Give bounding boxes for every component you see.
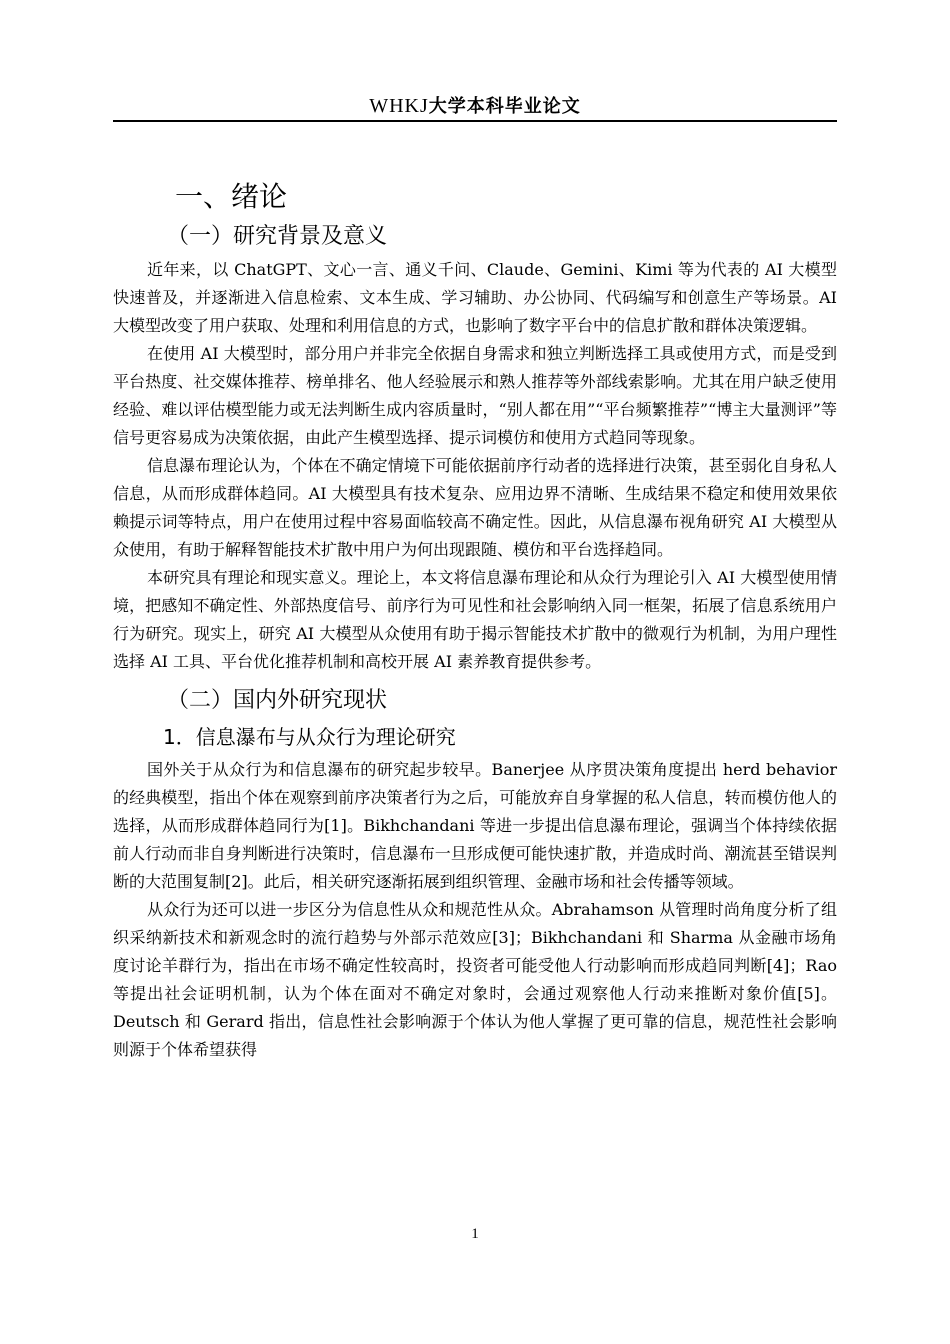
paragraph: 国外关于从众行为和信息瀑布的研究起步较早。Banerjee 从序贯决策角度提出 herd behavior 的经典模型，指出个体在观察到前序决策者行为之后，可能放弃自身掌握的私人信息，转而模仿他人的选择，从而形成群体趋同行为[1]。Bikhchandani 等进一步提出信息瀑布理论，强调当个体持续依据前人行动而非自身判断进行决策时，信息瀑布一旦形成便可能快速扩散，并造成时尚、潮流甚至错误判断的大范围复制[2]。此后，相关研究逐渐拓展到组织管理、金融市场和社会传播等领域。 [113, 760, 837, 891]
page-number: 1 [471, 1226, 479, 1242]
header-title: 大学本科毕业论文 [428, 96, 581, 117]
paragraph: 本研究具有理论和现实意义。理论上，本文将信息瀑布理论和从众行为理论引入 AI 大模型使用情境，把感知不确定性、外部热度信号、前序行为可见性和社会影响纳入同一框架，拓展了信息系统用户行为研究。现实上，研究 AI 大模型从众使用有助于揭示智能技术扩散中的微观行为机制，为用户理性选择 AI 工具、平台优化推荐机制和高校开展 AI 素养教育提供参考。 [113, 568, 837, 671]
page-header [113, 92, 837, 121]
section-title-research-status: （二）国内外研究现状 [167, 688, 388, 713]
header-rule [113, 120, 837, 122]
paragraph: 在使用 AI 大模型时，部分用户并非完全依据自身需求和独立判断选择工具或使用方式，而是受到平台热度、社交媒体推荐、榜单排名、他人经验展示和熟人推荐等外部线索影响。尤其在用户缺乏使用经验、难以评估模型能力或无法判断生成内容质量时，“别人都在用”“平台频繁推荐”“博主大量测评”等信号更容易成为决策依据，由此产生模型选择、提示词模仿和使用方式趋同等现象。 [113, 344, 837, 447]
paragraph: 近年来，以 ChatGPT、文心一言、通义千问、Claude、Gemini、Kimi 等为代表的 AI 大模型快速普及，并逐渐进入信息检索、文本生成、学习辅助、办公协同、代码编写和创意生产等场景。AI 大模型改变了用户获取、处理和利用信息的方式，也影响了数字平台中的信息扩散和群体决策逻辑。 [113, 260, 837, 335]
subsection-title: 1．信息瀑布与从众行为理论研究 [163, 725, 456, 749]
section-title-background: （一）研究背景及意义 [167, 224, 388, 249]
header-school: WHKJ [369, 95, 429, 117]
paragraph: 从众行为还可以进一步区分为信息性从众和规范性从众。Abrahamson 从管理时尚角度分析了组织采纳新技术和新观念时的流行趋势与外部示范效应[3]；Bikhchandani 和 Sharma 从金融市场角度讨论羊群行为，指出在市场不确定性较高时，投资者可能受他人行动影响而形成趋同判断[4]；Rao 等提出社会证明机制，认为个体在面对不确定对象时，会通过观察他人行动来推断对象价值[5]。Deutsch 和 Gerard 指出，信息性社会影响源于个体认为他人掌握了更可靠的信息，规范性社会影响则源于个体希望获得 [113, 900, 837, 1059]
chapter-title: 一、绪论 [175, 180, 288, 213]
paragraph: 信息瀑布理论认为，个体在不确定情境下可能依据前序行动者的选择进行决策，甚至弱化自身私人信息，从而形成群体趋同。AI 大模型具有技术复杂、应用边界不清晰、生成结果不稳定和使用效果依赖提示词等特点，用户在使用过程中容易面临较高不确定性。因此，从信息瀑布视角研究 AI 大模型从众使用，有助于解释智能技术扩散中用户为何出现跟随、模仿和平台选择趋同。 [113, 456, 837, 559]
body-content [113, 176, 837, 1064]
